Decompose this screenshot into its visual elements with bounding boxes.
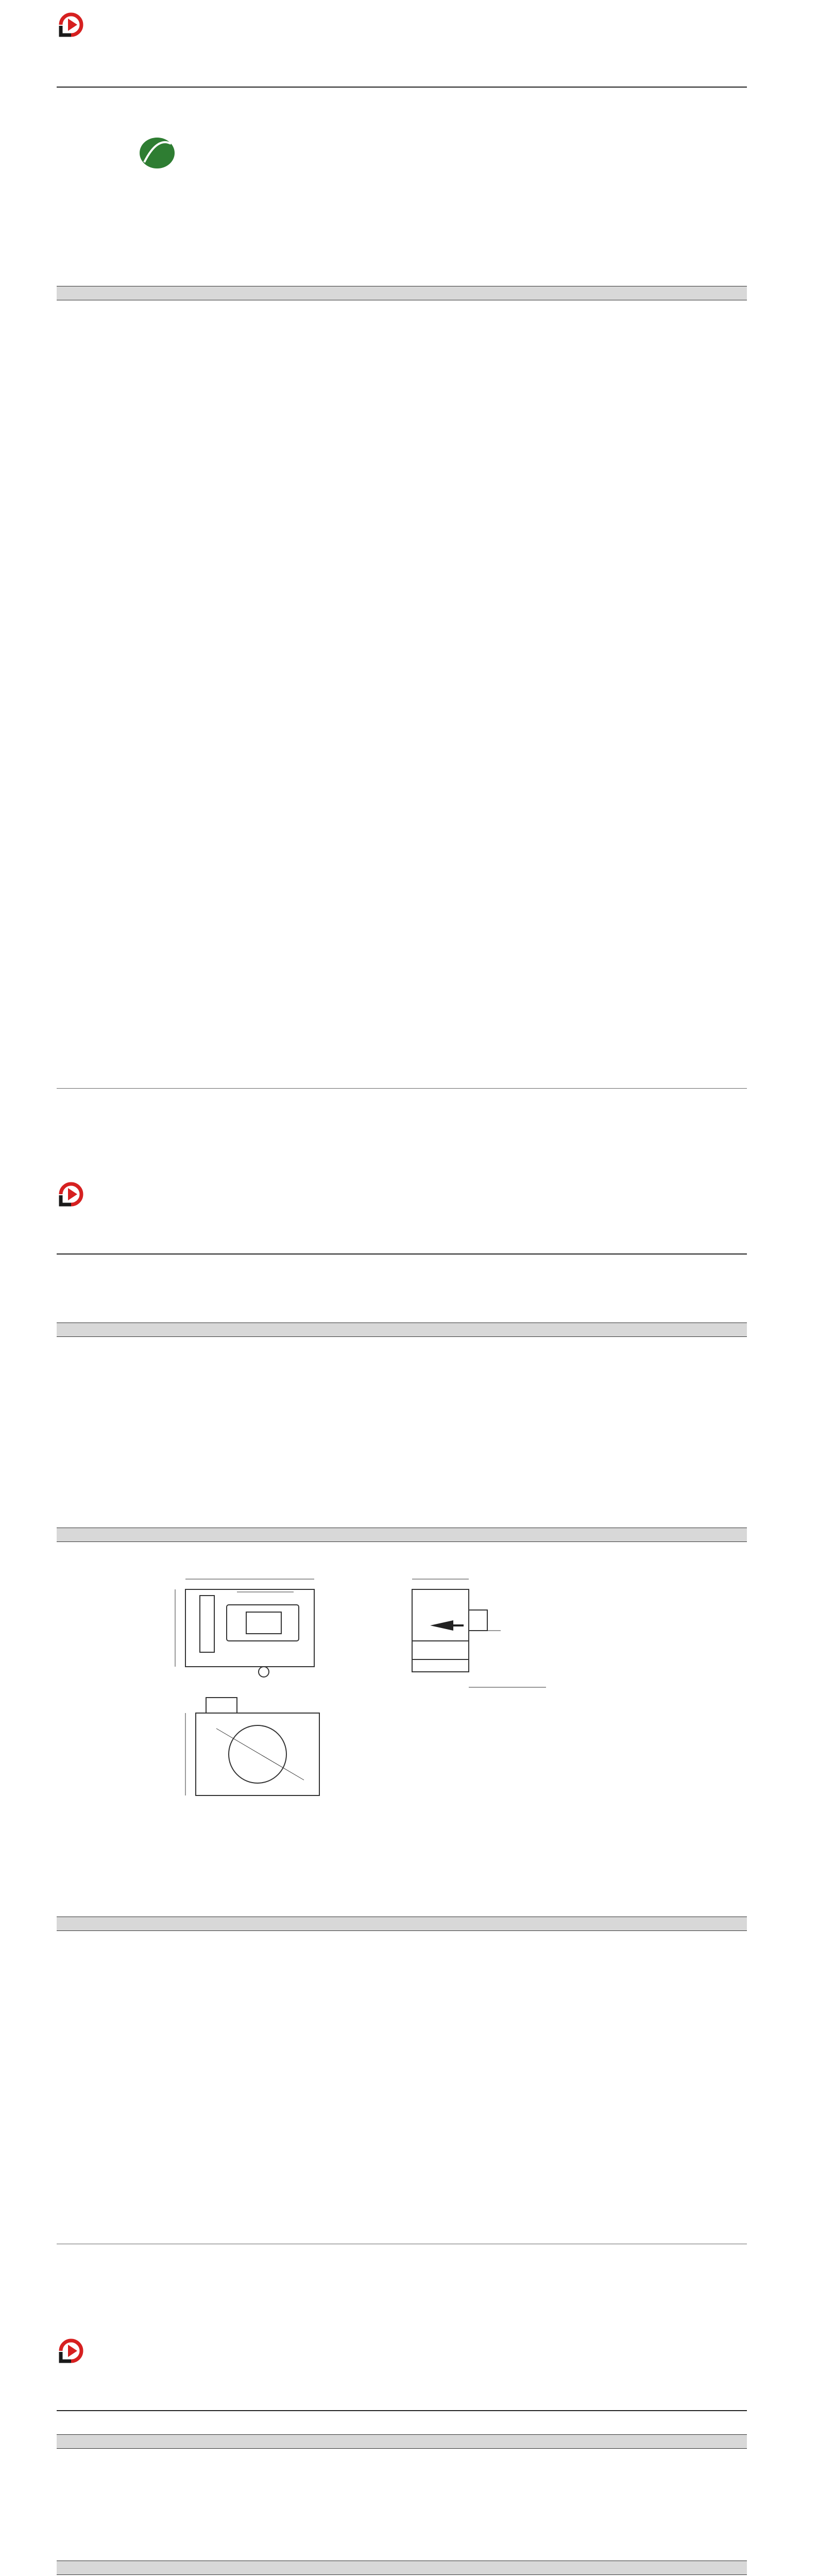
header-divider bbox=[57, 2410, 747, 2411]
footer-divider bbox=[57, 1088, 747, 1089]
rohs-leaf-icon bbox=[134, 131, 180, 178]
page-1 bbox=[0, 0, 818, 1157]
brand-logo bbox=[57, 2336, 206, 2367]
brand-logo bbox=[57, 1180, 206, 1211]
section-electrical bbox=[57, 286, 747, 300]
page-3 bbox=[0, 2313, 818, 2576]
page-2 bbox=[0, 1157, 818, 2313]
section-general bbox=[57, 2561, 747, 2575]
footer bbox=[72, 2250, 742, 2260]
oken-logo-icon bbox=[57, 2336, 86, 2365]
footer bbox=[72, 1095, 742, 1105]
section-applications bbox=[57, 1323, 747, 1337]
oken-logo-icon bbox=[57, 1180, 86, 1209]
current-direction-arrow-icon bbox=[430, 1620, 453, 1631]
header-divider bbox=[57, 87, 747, 88]
rohs-badge bbox=[134, 131, 180, 178]
section-mechanical bbox=[57, 1528, 747, 1542]
section-standards bbox=[57, 2434, 747, 2449]
mechanical-drawing bbox=[155, 1564, 618, 1852]
header-divider bbox=[57, 1253, 747, 1255]
section-directions bbox=[57, 1917, 747, 1931]
brand-logo bbox=[57, 10, 206, 41]
oken-logo-icon bbox=[57, 10, 86, 39]
